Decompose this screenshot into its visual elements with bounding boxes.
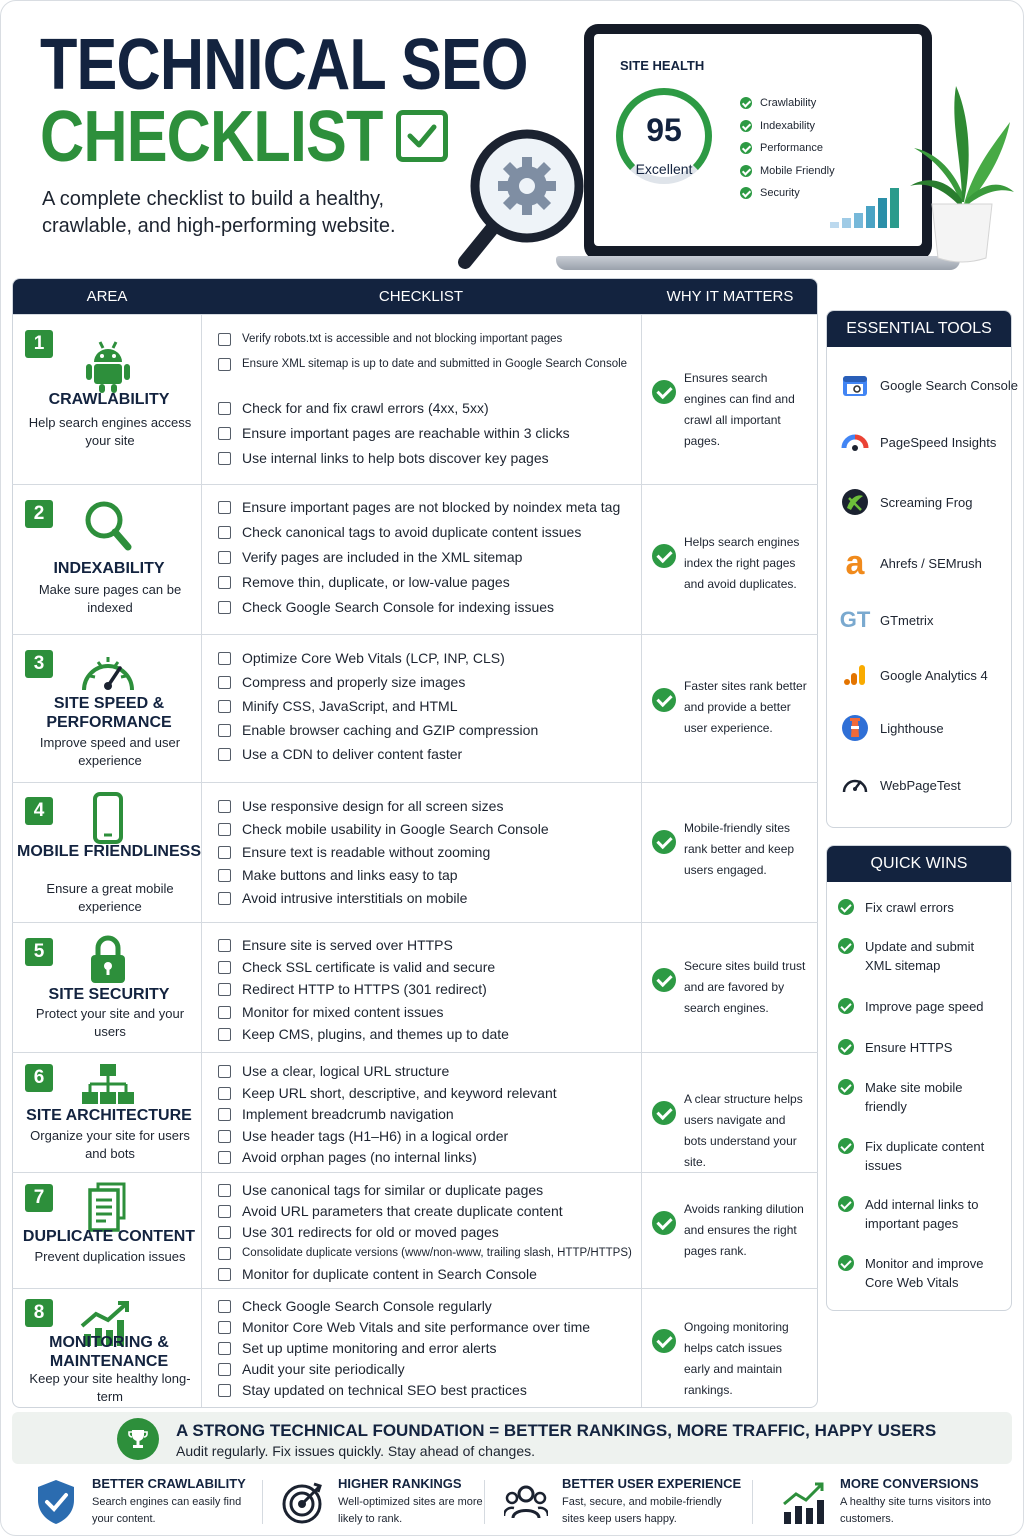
check-icon xyxy=(740,187,752,199)
page-title-line1: TECHNICAL SEO xyxy=(40,25,528,105)
quick-win-label: Fix crawl errors xyxy=(865,900,954,915)
checklist-item-label: Monitor Core Web Vitals and site performance over time xyxy=(242,1319,591,1335)
benefit-crawlability xyxy=(34,1474,264,1530)
quick-win-label: Monitor and improve Core Web Vitals xyxy=(865,1256,984,1290)
analytics-icon xyxy=(840,660,870,690)
checklist-item-label: Use responsive design for all screen sizes xyxy=(242,798,504,814)
checklist-item[interactable] xyxy=(218,673,642,692)
checkbox[interactable] xyxy=(218,1321,231,1334)
checklist-item[interactable] xyxy=(218,980,642,999)
benefit-desc: Search engines can easily find your content. xyxy=(92,1496,242,1525)
checklist-item-label: Make buttons and links easy to tap xyxy=(242,867,458,883)
why-it-matters-text: Helps search engines index the right pages and avoid duplicates. xyxy=(684,535,800,591)
checkbox[interactable] xyxy=(218,892,231,905)
checkbox[interactable] xyxy=(218,1300,231,1313)
benefit-title: BETTER CRAWLABILITY xyxy=(92,1476,246,1491)
checklist-item[interactable] xyxy=(218,1003,642,1022)
checklist-item[interactable] xyxy=(218,1025,642,1044)
checkbox[interactable] xyxy=(218,402,231,415)
checklist-item[interactable] xyxy=(218,1223,642,1242)
checkbox[interactable] xyxy=(218,1130,231,1143)
checklist-item-label: Ensure XML sitemap is up to date and submitted in Google Search Console xyxy=(242,358,628,370)
checkbox[interactable] xyxy=(218,652,231,665)
site-health-item: Crawlability xyxy=(740,92,835,115)
magnifier-gear-icon xyxy=(455,124,585,279)
tool-logo-glyph: GT xyxy=(839,607,871,632)
check-icon xyxy=(838,1039,854,1055)
checklist-item-label: Verify robots.txt is accessible and not blocking important pages xyxy=(242,333,563,345)
benefit-divider xyxy=(752,1480,753,1524)
why-it-matters-text: Ensures search engines can find and crawl all important pages. xyxy=(684,371,795,448)
row-divider xyxy=(12,782,818,783)
tool-name: Google Search Console xyxy=(880,377,1019,393)
checklist-item[interactable] xyxy=(218,889,642,908)
checklist-item[interactable] xyxy=(218,1127,642,1146)
checkbox[interactable] xyxy=(218,427,231,440)
tool-item[interactable] xyxy=(840,713,944,743)
check-circle-icon xyxy=(652,1101,676,1125)
checklist-item[interactable] xyxy=(218,355,642,374)
checkbox[interactable] xyxy=(218,983,231,996)
check-circle-icon xyxy=(652,544,676,568)
checkbox[interactable] xyxy=(218,823,231,836)
benefit-title: HIGHER RANKINGS xyxy=(338,1476,462,1491)
row-divider xyxy=(12,484,818,485)
checklist-item-label: Implement breadcrumb navigation xyxy=(242,1106,454,1122)
checklist-item-label: Check for and fix crawl errors (4xx, 5xx) xyxy=(242,400,489,416)
area-number: 3 xyxy=(25,650,53,678)
checklist-item-label: Use a CDN to deliver content faster xyxy=(242,746,463,762)
area-name: SITE SPEED & PERFORMANCE xyxy=(46,695,172,731)
area-number: 7 xyxy=(25,1184,53,1212)
checklist-item-label: Check Google Search Console for indexing issues xyxy=(242,599,555,615)
quick-win-item xyxy=(838,1254,1008,1292)
checklist-item[interactable] xyxy=(218,1265,642,1284)
checklist-item[interactable] xyxy=(218,598,642,617)
checklist-item-label: Stay updated on technical SEO best practices xyxy=(242,1382,527,1398)
checklist-item[interactable] xyxy=(218,1062,642,1081)
tool-name: PageSpeed Insights xyxy=(880,434,997,450)
benefit-title: BETTER USER EXPERIENCE xyxy=(562,1476,742,1491)
checklist-item-label: Verify pages are included in the XML sitemap xyxy=(242,549,523,565)
check-icon xyxy=(838,998,854,1014)
area-name: MOBILE FRIENDLINESS xyxy=(16,843,201,860)
tool-name: WebPageTest xyxy=(880,777,961,793)
trophy-icon xyxy=(117,1418,159,1460)
checkbox[interactable] xyxy=(218,1247,231,1260)
checklist-item-label: Ensure site is served over HTTPS xyxy=(242,937,453,953)
checklist-item[interactable] xyxy=(218,498,642,517)
area-number: 8 xyxy=(25,1299,53,1327)
checkbox[interactable] xyxy=(218,846,231,859)
check-circle-icon xyxy=(652,1329,676,1353)
column-header-area: AREA xyxy=(86,288,128,305)
area-description: Prevent duplication issues xyxy=(34,1249,186,1264)
area-description: Organize your site for users and bots xyxy=(30,1128,190,1161)
quick-win-label: Ensure HTTPS xyxy=(865,1040,953,1055)
shield-check-icon xyxy=(34,1478,78,1526)
checklist-item-label: Avoid intrusive interstitials on mobile xyxy=(242,890,468,906)
checklist-item-label: Ensure text is readable without zooming xyxy=(242,844,491,860)
checkbox[interactable] xyxy=(218,1151,231,1164)
area-description: Ensure a great mobile experience xyxy=(46,881,174,914)
checklist-item-label: Consolidate duplicate versions (www/non-www, trailing slash, HTTP/HTTPS) xyxy=(242,1247,632,1259)
area-description: Keep your site healthy long-term xyxy=(29,1371,191,1404)
checklist-item-label: Avoid orphan pages (no internal links) xyxy=(242,1149,477,1165)
quick-wins-title: QUICK WINS xyxy=(827,846,1011,882)
row-divider xyxy=(12,922,818,923)
quick-win-label: Add internal links to important pages xyxy=(865,1197,979,1231)
checklist-item[interactable] xyxy=(218,697,642,716)
frog-icon xyxy=(840,487,870,517)
tool-item[interactable] xyxy=(840,605,933,635)
checkbox[interactable] xyxy=(218,1028,231,1041)
checklist-item[interactable] xyxy=(218,958,642,977)
checkbox[interactable] xyxy=(218,526,231,539)
table-header xyxy=(13,279,818,315)
checklist-item[interactable] xyxy=(218,1381,642,1400)
area-description: Help search engines access your site xyxy=(28,415,192,448)
area-number: 6 xyxy=(25,1064,53,1092)
checkbox[interactable] xyxy=(218,1363,231,1376)
check-circle-icon xyxy=(652,968,676,992)
checklist-item[interactable] xyxy=(218,843,642,862)
quick-win-item xyxy=(838,1137,1008,1175)
lighthouse-icon xyxy=(840,713,870,743)
site-health-item: Indexability xyxy=(740,115,835,138)
checklist-item[interactable] xyxy=(218,745,642,764)
benefit-title: MORE CONVERSIONS xyxy=(840,1476,979,1491)
quick-win-label: Improve page speed xyxy=(865,999,984,1014)
check-icon xyxy=(838,938,854,954)
checklist-item[interactable] xyxy=(218,449,642,468)
check-icon xyxy=(838,1255,854,1271)
checklist-item-label: Use internal links to help bots discover key pages xyxy=(242,450,549,466)
checklist-item[interactable] xyxy=(218,523,642,542)
banner-title: A STRONG TECHNICAL FOUNDATION = BETTER RANKINGS, MORE TRAFFIC, HAPPY USERS xyxy=(176,1421,937,1440)
checklist-item-label: Redirect HTTP to HTTPS (301 redirect) xyxy=(242,981,487,998)
magnifier-icon xyxy=(78,498,138,554)
area-description: Make sure pages can be indexed xyxy=(38,582,182,615)
area-description: Protect your site and your users xyxy=(35,1006,185,1039)
row-divider xyxy=(12,314,818,315)
target-icon xyxy=(280,1478,324,1526)
benefit-desc: Well-optimized sites are more likely to rank. xyxy=(338,1496,483,1525)
quick-win-label: Make site mobile friendly xyxy=(865,1080,963,1114)
row-divider xyxy=(12,634,818,635)
checklist-item-label: Check Google Search Console regularly xyxy=(242,1298,492,1314)
area-number: 2 xyxy=(25,500,53,528)
row-divider xyxy=(12,1052,818,1053)
check-icon xyxy=(838,1138,854,1154)
site-health-list xyxy=(740,92,835,205)
smartphone-icon xyxy=(78,792,138,848)
checklist-item-label: Use header tags (H1–H6) in a logical order xyxy=(242,1127,509,1144)
quick-win-item xyxy=(838,898,1008,917)
bar-chart-icon xyxy=(830,186,899,228)
checklist-item[interactable] xyxy=(218,721,642,740)
ahrefs-icon xyxy=(840,544,870,582)
users-icon xyxy=(504,1478,548,1526)
check-icon xyxy=(838,1196,854,1212)
checkbox[interactable] xyxy=(218,501,231,514)
gauge-icon xyxy=(840,770,870,800)
checklist-item-label: Optimize Core Web Vitals (LCP, INP, CLS) xyxy=(242,650,505,666)
checklist-item[interactable] xyxy=(218,1105,642,1124)
why-it-matters-text: Ongoing monitoring helps catch issues early and maintain rankings. xyxy=(684,1320,789,1397)
checkbox[interactable] xyxy=(218,724,231,737)
benefit-conversions xyxy=(782,1474,1012,1530)
quick-win-item xyxy=(838,1195,1008,1233)
tool-item[interactable] xyxy=(840,660,988,690)
tool-logo-glyph: a xyxy=(845,544,865,582)
checklist-item-label: Check canonical tags to avoid duplicate content issues xyxy=(242,524,582,540)
site-health-title: SITE HEALTH xyxy=(620,58,705,73)
column-header-why: WHY IT MATTERS xyxy=(666,288,794,305)
quick-win-item xyxy=(838,1038,1008,1057)
checklist-item-label: Enable browser caching and GZIP compression xyxy=(242,722,539,738)
site-health-item: Mobile Friendly xyxy=(740,160,835,183)
checklist-item[interactable] xyxy=(218,573,642,592)
checklist-item-label: Ensure important pages are reachable within 3 clicks xyxy=(242,425,570,441)
checkbox[interactable] xyxy=(218,576,231,589)
area-name: MONITORING & MAINTENANCE xyxy=(49,1334,169,1370)
checkbox[interactable] xyxy=(218,601,231,614)
tool-name: Ahrefs / SEMrush xyxy=(880,555,982,571)
column-header-checklist: CHECKLIST xyxy=(378,288,464,305)
area-number: 1 xyxy=(25,330,53,358)
checklist-item-label: Set up uptime monitoring and error alerts xyxy=(242,1340,497,1356)
checkbox[interactable] xyxy=(218,700,231,713)
checklist-item[interactable] xyxy=(218,548,642,567)
site-health-rating: Excellent xyxy=(635,161,693,177)
row-divider xyxy=(12,1288,818,1289)
laptop-base xyxy=(556,256,960,270)
check-icon xyxy=(740,120,752,132)
site-health-item: Performance xyxy=(740,137,835,160)
checkbox[interactable] xyxy=(218,800,231,813)
tool-item[interactable] xyxy=(840,370,1018,400)
benefit-rankings xyxy=(280,1474,483,1530)
tool-name: Screaming Frog xyxy=(880,494,973,510)
checklist-item[interactable] xyxy=(218,330,642,349)
area-number: 4 xyxy=(25,797,53,825)
why-it-matters-text: Mobile-friendly sites rank better and keep users engaged. xyxy=(684,821,795,877)
checklist-item-label: Avoid URL parameters that create duplicate content xyxy=(242,1203,563,1219)
area-name: SITE SECURITY xyxy=(48,986,170,1003)
check-icon xyxy=(838,1079,854,1095)
checklist-item[interactable] xyxy=(218,399,642,418)
checkbox[interactable] xyxy=(218,1268,231,1281)
check-circle-icon xyxy=(652,380,676,404)
area-number: 5 xyxy=(25,938,53,966)
check-icon xyxy=(740,165,752,177)
page-subtitle: A complete checklist to build a healthy, crawlable, and high-performing website. xyxy=(42,188,396,237)
checkbox[interactable] xyxy=(218,676,231,689)
checkbox-icon xyxy=(396,110,448,162)
row-divider xyxy=(12,1172,818,1173)
checklist-item-label: Remove thin, duplicate, or low-value pages xyxy=(242,574,510,590)
checklist-item-label: Use canonical tags for similar or duplicate pages xyxy=(242,1182,544,1198)
checklist-item[interactable] xyxy=(218,866,642,885)
area-name: INDEXABILITY xyxy=(53,560,165,577)
checklist-item[interactable] xyxy=(218,1339,642,1358)
check-circle-icon xyxy=(652,830,676,854)
area-name: SITE ARCHITECTURE xyxy=(26,1107,192,1124)
area-name: DUPLICATE CONTENT xyxy=(22,1228,196,1245)
tool-name: Lighthouse xyxy=(880,720,944,736)
area-name: CRAWLABILITY xyxy=(48,391,170,408)
page-title-line2: CHECKLIST xyxy=(40,97,383,177)
checkbox[interactable] xyxy=(218,1065,231,1078)
checkbox[interactable] xyxy=(218,961,231,974)
checklist-item[interactable] xyxy=(218,1202,642,1221)
checklist-item[interactable] xyxy=(218,1244,642,1263)
essential-tools-title: ESSENTIAL TOOLS xyxy=(827,311,1011,347)
why-it-matters-text: A clear structure helps users navigate and bots understand your site. xyxy=(684,1092,803,1169)
tool-name: Google Analytics 4 xyxy=(880,667,988,683)
checklist-item[interactable] xyxy=(218,1360,642,1379)
site-health-score: 95 xyxy=(646,112,682,148)
growth-icon xyxy=(782,1478,826,1526)
checkbox[interactable] xyxy=(218,551,231,564)
why-it-matters-text: Faster sites rank better and provide a better user experience. xyxy=(684,679,807,735)
checklist-item[interactable] xyxy=(218,649,642,668)
checkbox[interactable] xyxy=(218,1342,231,1355)
checklist-item[interactable] xyxy=(218,424,642,443)
checklist-item[interactable] xyxy=(218,1318,642,1337)
quick-win-item xyxy=(838,1078,1008,1116)
check-icon xyxy=(740,97,752,109)
benefit-desc: A healthy site turns visitors into customers. xyxy=(840,1496,992,1525)
checklist-item-label: Keep CMS, plugins, and themes up to date xyxy=(242,1025,509,1042)
check-circle-icon xyxy=(652,688,676,712)
checklist-item-label: Use 301 redirects for old or moved pages xyxy=(242,1224,499,1240)
pagespeed-icon xyxy=(840,427,870,457)
checkbox[interactable] xyxy=(218,333,231,346)
checklist-item[interactable] xyxy=(218,820,642,839)
check-icon xyxy=(740,142,752,154)
checkbox[interactable] xyxy=(218,939,231,952)
check-icon xyxy=(838,899,854,915)
quick-win-label: Update and submit XML sitemap xyxy=(865,939,975,973)
benefit-divider xyxy=(262,1480,263,1524)
checkbox[interactable] xyxy=(218,1006,231,1019)
tool-item[interactable] xyxy=(840,770,961,800)
plant-illustration xyxy=(910,82,1014,273)
checkbox[interactable] xyxy=(218,1087,231,1100)
checklist-item-label: Ensure important pages are not blocked by noindex meta tag xyxy=(242,499,621,515)
checklist-item-label: Audit your site periodically xyxy=(242,1361,405,1377)
checklist-item[interactable] xyxy=(218,1084,642,1103)
gtmetrix-icon xyxy=(840,605,870,635)
checklist-item[interactable] xyxy=(218,1181,642,1200)
robot-icon xyxy=(78,338,138,394)
tool-item[interactable] xyxy=(840,544,982,582)
checklist-item[interactable] xyxy=(218,797,642,816)
why-it-matters-text: Secure sites build trust and are favored by search engines. xyxy=(684,959,806,1015)
quick-win-item xyxy=(838,937,1008,975)
checkbox[interactable] xyxy=(218,1226,231,1239)
quick-win-item xyxy=(838,997,1008,1016)
checkbox[interactable] xyxy=(218,452,231,465)
why-it-matters-text: Avoids ranking dilution and ensures the right pages rank. xyxy=(684,1202,804,1258)
padlock-icon xyxy=(78,932,138,988)
checklist-item[interactable] xyxy=(218,1148,642,1167)
tool-item[interactable] xyxy=(840,427,996,457)
checkbox[interactable] xyxy=(218,1384,231,1397)
checkbox[interactable] xyxy=(218,869,231,882)
checklist-item-label: Minify CSS, JavaScript, and HTML xyxy=(242,698,458,714)
checkbox[interactable] xyxy=(218,358,231,371)
checklist-item-label: Check SSL certificate is valid and secure xyxy=(242,959,496,976)
checkbox[interactable] xyxy=(218,1184,231,1197)
checklist-item-label: Compress and properly size images xyxy=(242,674,466,690)
checklist-item-label: Monitor for duplicate content in Search Console xyxy=(242,1266,537,1282)
checklist-item-label: Check mobile usability in Google Search Console xyxy=(242,821,549,837)
checklist-item-label: Keep URL short, descriptive, and keyword relevant xyxy=(242,1084,557,1101)
checkbox[interactable] xyxy=(218,1205,231,1218)
checklist-item-label: Use a clear, logical URL structure xyxy=(242,1063,450,1079)
check-circle-icon xyxy=(652,1211,676,1235)
checkbox[interactable] xyxy=(218,1108,231,1121)
benefit-desc: Fast, secure, and mobile-friendly sites keep users happy. xyxy=(562,1496,722,1525)
tool-item[interactable] xyxy=(840,487,972,517)
checklist-item-label: Monitor for mixed content issues xyxy=(242,1003,444,1020)
quick-win-label: Fix duplicate content issues xyxy=(865,1139,985,1173)
area-description: Improve speed and user experience xyxy=(39,735,181,768)
banner-subtitle: Audit regularly. Fix issues quickly. Stay ahead of changes. xyxy=(176,1443,535,1459)
checklist-item[interactable] xyxy=(218,1297,642,1316)
site-health-item: Security xyxy=(740,182,835,205)
benefit-divider xyxy=(484,1480,485,1524)
checklist-item[interactable] xyxy=(218,936,642,955)
benefit-user-experience xyxy=(504,1474,744,1530)
checkbox[interactable] xyxy=(218,748,231,761)
search-console-icon xyxy=(840,370,870,400)
tool-name: GTmetrix xyxy=(880,612,934,628)
